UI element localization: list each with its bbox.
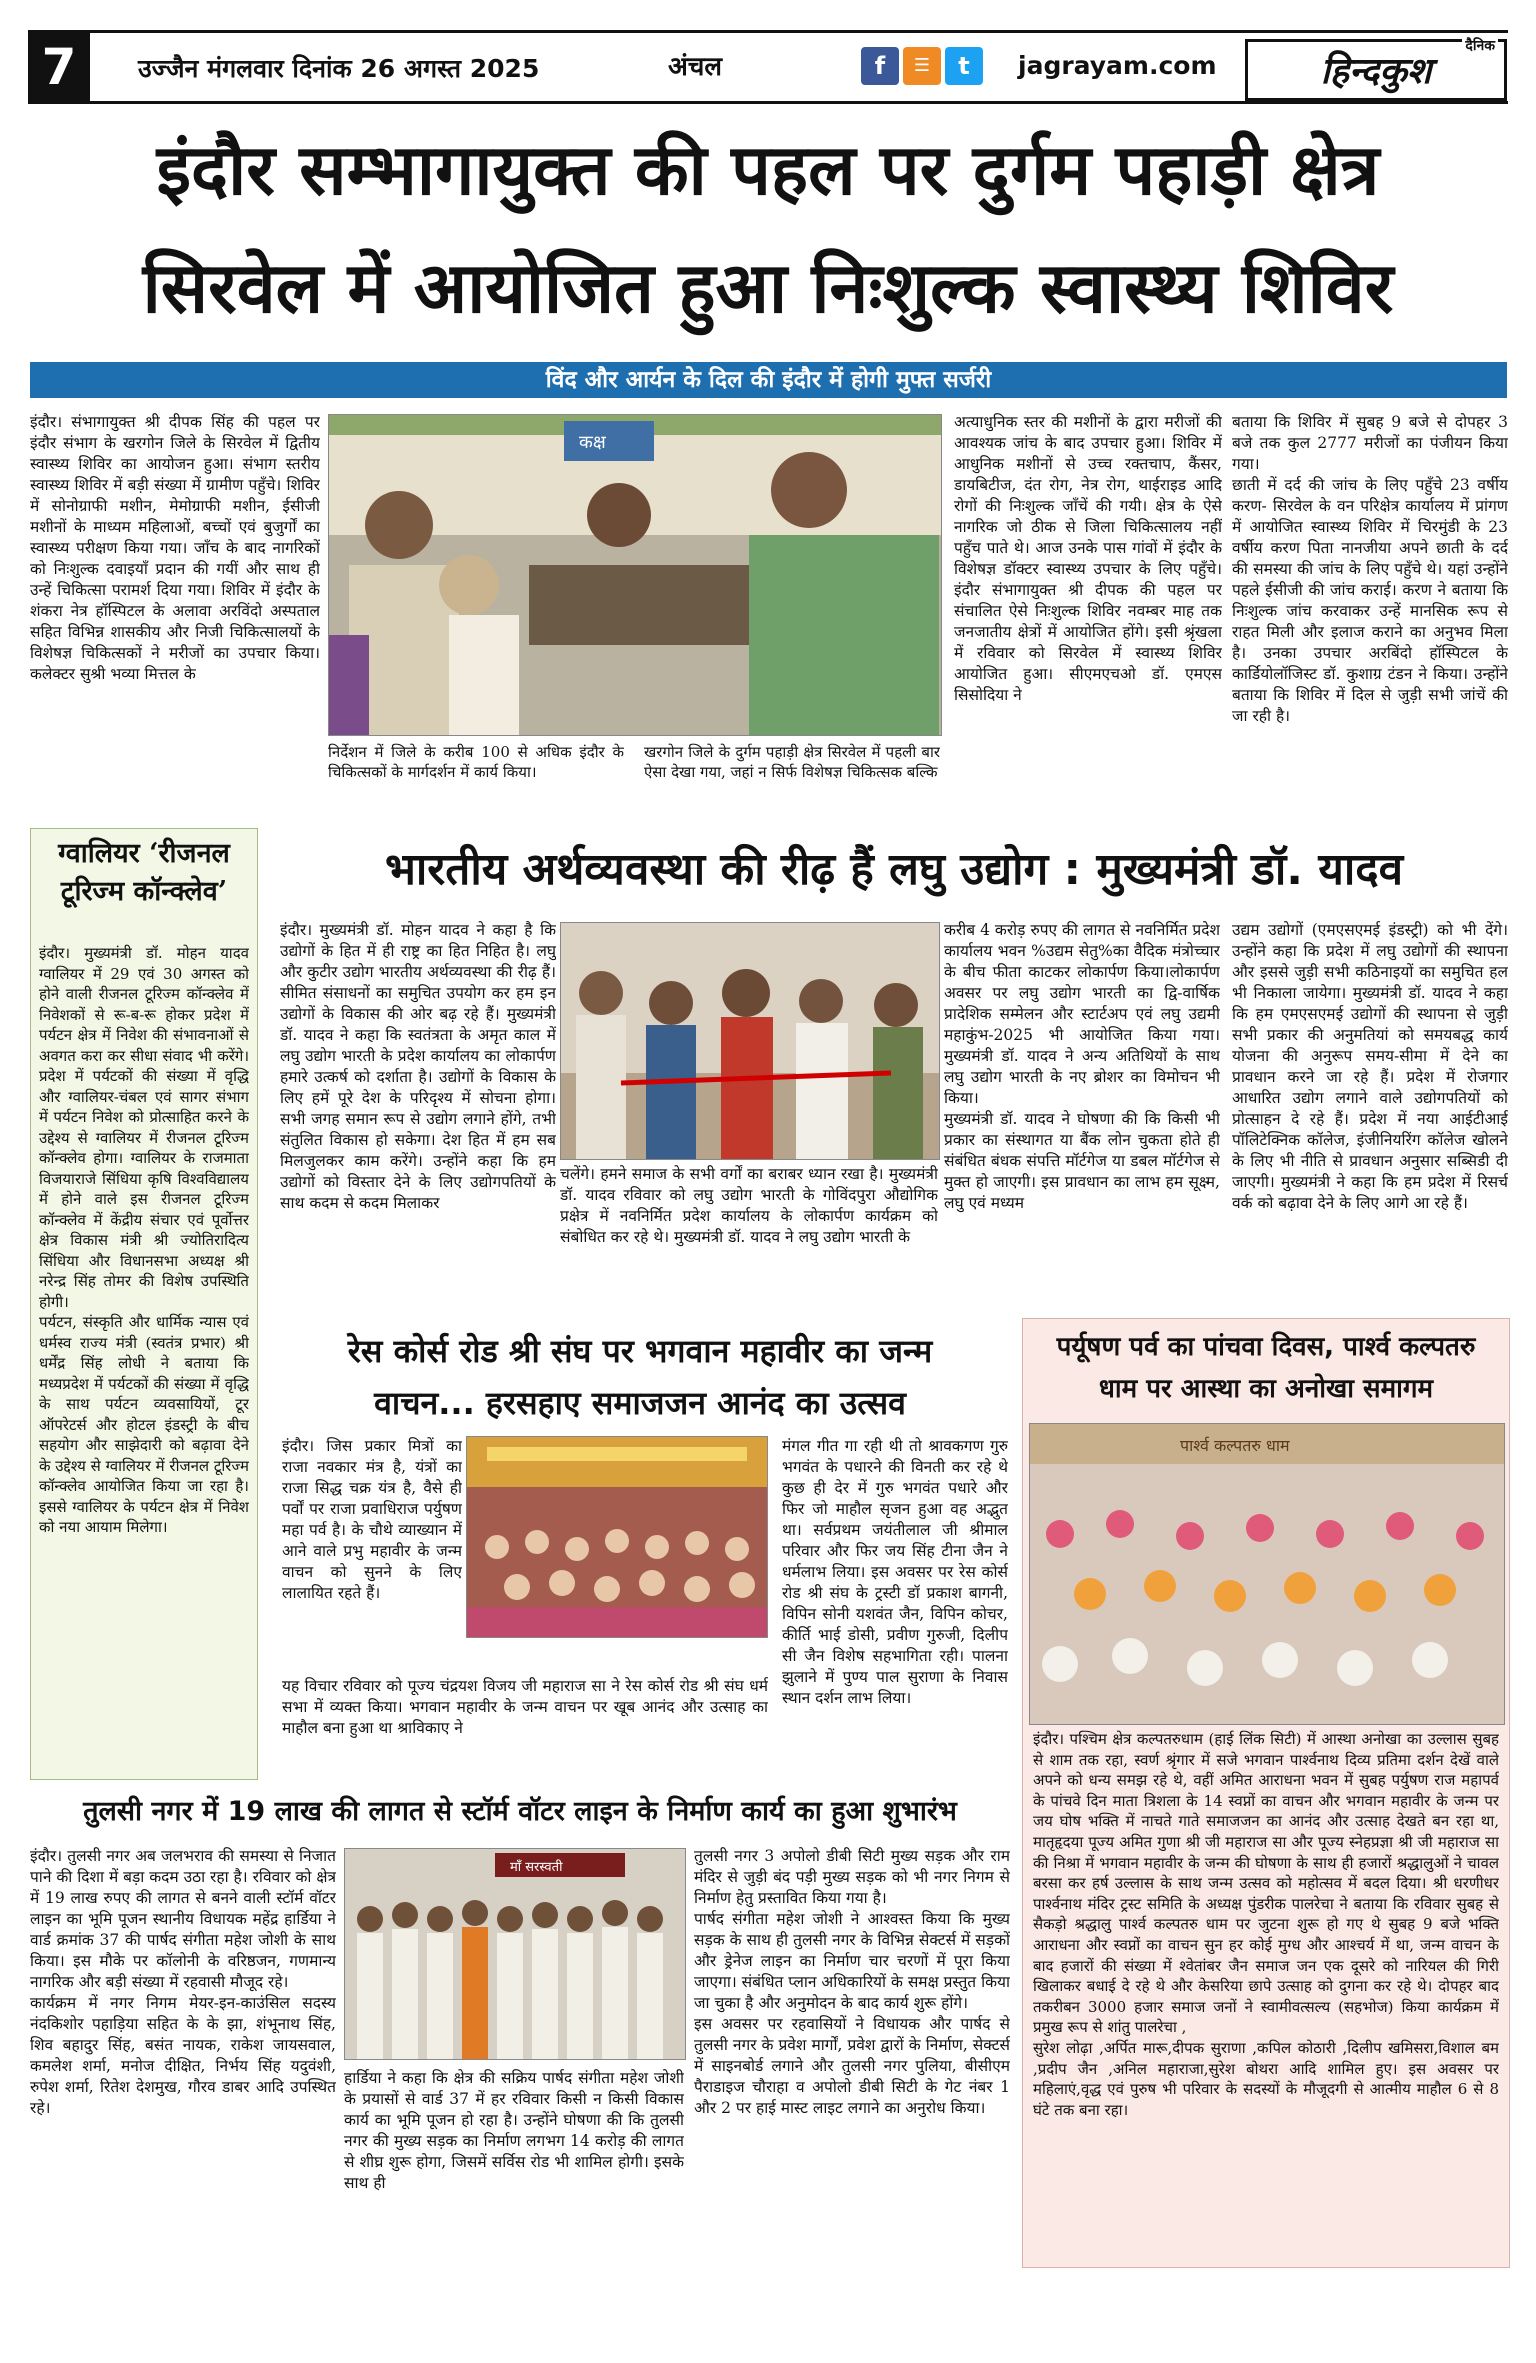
mahavir-col-1b: यह विचार रविवार को पूज्य चंद्रयश विजय जी महाराज सा ने रेस कोर्स रोड श्री संघ धर्म सभा में व्यक्त किया। भगवान महावीर के जन्म वाचन पर खूब आनंद और उत्साह का माहौल बना हुआ था श्राविकाए ने bbox=[282, 1677, 768, 1737]
msme-inauguration-photo bbox=[560, 922, 940, 1160]
lead-col-5: बताया कि शिविर में सुबह 9 बजे से दोपहर 3 बजे तक कुल 2777 मरीजों का पंजीयन किया गया। छाती में दर्द की जांच के लिए पहुँचे 23 वर्षीय करण- सिरवेल के वन परिक्षेत्र कार्यालय में प्रांगण में आयोजित स्वास्थ्य शिविर में चिरमुंडी के 23 वर्षीय करण पिता नानजीया अपने छाती के दर्द की समस्या की जांच के लिए पहुँचे थे। यहां उन्होंने पहले ईसीजी की जांच कराई। करण ने बताया कि निःशुल्क जांच करवाकर उन्हें मानसिक रूप से राहत मिली और इलाज कराने का अनुभव मिला है। उनका उपचार अरबिंदो हॉस्पिटल के कार्डियोलॉजिस्ट डॉ. कुशाग्र टंडन ने किया। उन्होंने बताया कि शिविर में दिल से जुड़ी सभी जांचें की जा रही है। bbox=[1232, 413, 1508, 725]
edition-name: अंचल bbox=[668, 52, 723, 82]
health-camp-illustration bbox=[329, 415, 941, 735]
page-number: 7 bbox=[28, 33, 90, 101]
facebook-icon[interactable]: f bbox=[861, 47, 899, 85]
paryushan-crowd-photo bbox=[1029, 1423, 1505, 1725]
paryushan-body: इंदौर। पश्चिम क्षेत्र कल्पतरुधाम (हाई लिंक सिटी) में आस्था अनोखा का उल्लास सुबह से शाम तक रहा, स्वर्ण श्रृंगार में सजे भगवान पार्श्वनाथ दिव्य प्रतिमा दर्शन देखें वाले अपने को धन्य समझ रहे थे, वहीं अमित आराधना भवन में सुबह पर्युषण राज महापर्व के पांचवे दिन माता त्रिशला के 14 स्वप्नों का वाचन और भगवान महावीर के जन्म पर जय घोष भक्ति में नाचते गाते समाजजन का आनंद और उत्साह देखते बन रहा था, मातृहृदया पूज्य अमित गुणा श्री जी महाराज सा और पूज्य स्नेहप्रज्ञा श्री जी महाराज सा की निश्रा में भगवान महावीर के जन्म की घोषणा के साथ ही हजारों श्रद्धालुओं ने चावल बरसा कर हर्ष उल्लास के साथ जन्म उत्सव को महोत्सव में बदल दिया। श्री धरणीधर पार्श्वनाथ मंदिर ट्रस्ट समिति के अध्यक्ष पुंडरीक पालरेचा ने बताया कि रविवार सुबह से सैकड़ो श्रद्धालु पार्श्व कल्पतरु धाम पर जुटना शुरू हो गए थे सुबह 9 बजे भक्ति आराधना और स्वप्नों का वाचन सुन हर कोई मुग्ध और आश्चर्य में था, जन्म वाचन के बाद हजारों की संख्या में श्वेतांबर जैन समाज जन एक दूसरे को नारियल की गिरी खिलाकर बधाई दे रहे थे और केसरिया छापे उत्साह को दुगना कर रहे थे। दोपहर बाद तकरीबन 3000 हजार समाज जनों ने स्वामीवत्सल्य (सहभोज) किया कार्यक्रम में प्रमुख रूप से शांतु पालरेचा , सुरेश लोढ़ा ,अर्पित मारू,दीपक सुराणा ,कपिल कोठारी ,दिलीप खमिसरा,विशाल बम ,प्रदीप जैन ,अनिल महाराजा,सुरेश बोथरा आदि शामिल हुए। इस अवसर पर महिलाएं,वृद्ध एवं पुरुष भी परिवार के सदस्यों के मौजूदगी से आत्मीय माहौल 6 से 8 घंटे तक बना रहा। bbox=[1033, 1730, 1499, 2119]
date-line: उज्जैन मंगलवार दिनांक 26 अगस्त 2025 bbox=[138, 54, 540, 83]
msme-col-2: चलेंगे। हमने समाज के सभी वर्गों का बराबर ध्यान रखा है। मुख्यमंत्री डॉ. यादव रविवार को लघु उद्योग भारती के गोविंदपुरा औद्योगिक प्रक्षेत्र में नवनिर्मित प्रदेश कार्यालय के लोकार्पण कार्यक्रम को संबोधित कर रहे थे। मुख्यमंत्री डॉ. यादव ने लघु उद्योग भारती के bbox=[560, 1165, 938, 1246]
lead-headline-2: सिरवेल में आयोजित हुआ निःशुल्क स्वास्थ्य शिविर bbox=[142, 247, 1394, 329]
lead-col-2: निर्देशन में जिले के करीब 100 से अधिक इंदौर के चिकित्सकों के मार्गदर्शन में कार्य किया। bbox=[328, 743, 624, 781]
mahavir-headline-1: रेस कोर्स रोड श्री संघ पर भगवान महावीर का जन्म bbox=[347, 1332, 933, 1370]
lead-col-4: अत्याधुनिक स्तर की मशीनों के द्वारा मरीजों की आवश्यक जांच के बाद उपचार हुआ। शिविर में आधुनिक मशीनों से उच्च रक्तचाप, कैंसर, डायबिटीज, दंत रोग, नेत्र रोग, थाईराइड आदि रोगों की निःशुल्क जाँचें की गयी। क्षेत्र के ऐसे नागरिक जो ठीक से जिला चिकित्सालय नहीं पहुँच पाते थे। आज उनके पास गांवों में इंदौर के विशेषज्ञ डॉक्टर स्वास्थ्य उपचार के लिए पहुँचे। इंदौर संभागायुक्त श्री दीपक की पहल पर संचालित ऐसे निःशुल्क शिविर नवम्बर माह तक जनजातीय क्षेत्रों में आयोजित होंगे। इसी श्रृंखला में रविवार को सिरवेल में स्वास्थ्य शिविर आयोजित हुआ। सीएमएचओ डॉ. एमएस सिसोदिया ने bbox=[954, 413, 1222, 704]
paryushan-headline-1: पर्यूषण पर्व का पांचवा दिवस, पार्श्व कल्पतरु bbox=[1056, 1332, 1476, 1362]
msme-col-1: इंदौर। मुख्यमंत्री डॉ. मोहन यादव ने कहा है कि उद्योगों के हित में ही राष्ट्र का हित निहित है। लघु और कुटीर उद्योग भारतीय अर्थव्यवस्था की रीढ़ हैं। सीमित संसाधनों का समुचित उपयोग कर हम इन उद्योगों के विकास की ओर बढ़ रहे हैं। मुख्यमंत्री डॉ. यादव ने कहा कि स्वतंत्रता के अमृत काल में लघु उद्योग भारती के प्रदेश कार्यालय का लोकार्पण हमारे उत्कर्ष को दर्शाता है। उद्योगों के विकास के लिए हमें पूरे देश के परिदृश्य में सोचना होगा। सभी जगह समान रूप से उद्योग लगाने होंगे, तभी संतुलित विकास हो सकेगा। देश हित में हम सब मिलजुलकर काम करेंगे। उन्होंने कहा कि हम उद्योगों को विस्तार देने के लिए उद्योगपतियों के साथ कदम से कदम मिलाकर bbox=[280, 921, 556, 1212]
tulsi-bhoomi-pujan-illustration bbox=[345, 1849, 685, 2059]
paryushan-box bbox=[1022, 1318, 1510, 2268]
gwalior-box bbox=[30, 828, 258, 1780]
paryushan-headline-2: धाम पर आस्था का अनोखा समागम bbox=[1098, 1374, 1434, 1404]
lead-headline-1: इंदौर सम्भागायुक्त की पहल पर दुर्गम पहाड़ी क्षेत्र bbox=[156, 129, 1380, 211]
lead-subhead: विंद और आर्यन के दिल की इंदौर में होगी मुफ्त सर्जरी bbox=[30, 362, 1507, 398]
paryushan-photo-banner: पार्श्व कल्पतरु धाम bbox=[1180, 1436, 1290, 1455]
gwalior-body: इंदौर। मुख्यमंत्री डॉ. मोहन यादव ग्वालियर में 29 एवं 30 अगस्त को होने वाली रीजनल टूरिज्म कॉन्क्लेव में निवेशकों से रू-ब-रू होकर प्रदेश में पर्यटन क्षेत्र में निवेश की संभावनाओं से अवगत करा कर सीधा संवाद भी करेंगे। प्रदेश में पर्यटकों की संख्या में वृद्धि और ग्वालियर-चंबल एवं सागर संभाग में पर्यटन निवेश को प्रोत्साहित करने के उद्देश्य से ग्वालियर में रीजनल टूरिज्म कॉन्क्लेव होगा। ग्वालियर के राजमाता विजयाराजे सिंधिया कृषि विश्वविद्यालय में होने वाले इस रीजनल टूरिज्म कॉन्क्लेव में केंद्रीय संचार एवं पूर्वोत्तर क्षेत्र विकास मंत्री श्री ज्योतिरादित्य सिंधिया और विधानसभा अध्यक्ष श्री नरेन्द्र सिंह तोमर की विशेष उपस्थिति होगी। पर्यटन, संस्कृति और धार्मिक न्यास एवं धर्मस्व राज्य मंत्री (स्वतंत्र प्रभार) श्री धर्मेंद्र सिंह लोधी ने बताया कि मध्यप्रदेश में पर्यटकों की संख्या में वृद्धि के साथ पर्यटन व्यवसायियों, टूर ऑपरेटर्स और होटल इंडस्ट्री के बीच सहयोग और साझेदारी को बढ़ावा देने के उद्देश्य से ग्वालियर में रीजनल टूरिज्म कॉन्क्लेव आयोजित किया जा रहा है। इससे ग्वालियर के पर्यटन क्षेत्र में निवेश को नया आयाम मिलेगा। bbox=[39, 944, 249, 1536]
health-camp-photo bbox=[328, 414, 942, 736]
logo-text: हिन्दकुश bbox=[1320, 50, 1432, 92]
logo-sub: दैनिक bbox=[1462, 36, 1498, 55]
tulsi-col-1: इंदौर। तुलसी नगर अब जलभराव की समस्या से निजात पाने की दिशा में बड़ा कदम उठा रहा है। रविवार को क्षेत्र में 19 लाख रुपए की लागत से बनने वाली स्टॉर्म वॉटर लाइन का भूमि पूजन स्थानीय विधायक महेंद्र हार्डिया ने वार्ड क्रमांक 37 की पार्षद संगीता महेश जोशी के साथ किया। इस मौके पर कॉलोनी के वरिष्ठजन, गणमान्य नागरिक और बड़ी संख्या में रहवासी मौजूद रहे। कार्यक्रम में नगर निगम मेयर-इन-काउंसिल सदस्य नंदकिशोर पहाड़िया सहित के के झा, शंभूनाथ सिंह, शिव बहादुर सिंह, बसंत नायक, राकेश जायसवाल, कमलेश शर्मा, मनोज दीक्षित, निर्भय सिंह यदुवंशी, रुपेश शर्मा, रितेश देशमुख, गौरव डाबर आदि उपस्थित रहे। bbox=[30, 1847, 336, 2117]
masthead bbox=[28, 30, 1508, 104]
mahavir-headline-2: वाचन... हरसहाए समाजजन आनंद का उत्सव bbox=[374, 1384, 906, 1422]
msme-headline: भारतीय अर्थव्यवस्था की रीढ़ हैं लघु उद्योग : मुख्यमंत्री डॉ. यादव bbox=[384, 844, 1404, 895]
twitter-icon[interactable]: t bbox=[945, 47, 983, 85]
lead-col-1: इंदौर। संभागायुक्त श्री दीपक सिंह की पहल पर इंदौर संभाग के खरगोन जिले के सिरवेल में द्वितीय स्वास्थ्य शिविर का आयोजन हुआ। संभाग स्तरीय स्वास्थ्य शिविर में बड़ी संख्या में ग्रामीण पहुँचे। शिविर में सोनोग्राफी मशीन, मेमोग्राफी मशीन, ईसीजी मशीनों के माध्यम महिलाओं, बच्चों एवं बुजुर्गों का स्वास्थ्य परीक्षण किया गया। जाँच के बाद नागरिकों को निःशुल्क दवाइयाँ प्रदान की गयीं और साथ ही उन्हें चिकित्सा परामर्श दिया गया। शिविर में इंदौर के शंकरा नेत्र हॉस्पिटल के अलावा अरविंदो अस्पताल सहित विभिन्न शासकीय और निजी चिकित्सालयों के विशेषज्ञ चिकित्सकों ने मरीजों का उपचार किया। कलेक्टर सुश्री भव्या मित्तल के bbox=[30, 413, 320, 683]
newspaper-logo bbox=[1245, 39, 1507, 101]
tulsi-bhoomi-pujan-photo bbox=[344, 1848, 686, 2060]
msme-col-4: उद्यम उद्योगों (एमएसएमई इंडस्ट्री) को भी देंगे। उन्होंने कहा कि प्रदेश में लघु उद्योगों की स्थापना और इससे जुड़ी सभी कठिनाइयों का समुचित हल भी निकाला जायेगा। मुख्यमंत्री डॉ. यादव ने कहा कि हम एमएसएमई उद्योगों की स्थापना से जुड़ी सभी प्रकार की अनुमतियां को समयबद्ध कार्य योजना की अनुरूप समय-सीमा में देने का प्रावधान करने जा रहे हैं। प्रदेश में रोजगार आधारित उद्योग लगाने वाले उद्योगपतियों को प्रोत्साहन दे रहे हैं। प्रदेश में नया आईटीआई पॉलिटेक्निक कॉलेज, इंजीनियरिंग कॉलेज खोलने के लिए भी नीति से प्रावधान अनुसार सब्सिडी दी जाएगी। मुख्यमंत्री ने कहा कि हम प्रदेश में रिसर्च वर्क को बढ़ावा देने के लिए आगे आ रहे हैं। bbox=[1232, 921, 1508, 1212]
rss-icon[interactable]: ☰ bbox=[903, 47, 941, 85]
mahavir-assembly-photo bbox=[466, 1436, 768, 1638]
tulsi-headline: तुलसी नगर में 19 लाख की लागत से स्टॉर्म वॉटर लाइन के निर्माण कार्य का हुआ शुभारंभ bbox=[83, 1796, 957, 1827]
website-link[interactable]: jagrayam.com bbox=[1018, 51, 1217, 80]
mahavir-col-1: इंदौर। जिस प्रकार मित्रों का राजा नवकार मंत्र है, यंत्रों का राजा सिद्ध चक्र यंत्र है, वैसे ही पर्वों पर राजा प्रवाधिराज पर्युषण महा पर्व है। के चौथे व्याख्यान में आने वाले प्रभु महावीर के जन्म वाचन को सुनने के लिए लालायित रहते हैं। bbox=[282, 1437, 462, 1602]
lead-col-3: खरगोन जिले के दुर्गम पहाड़ी क्षेत्र सिरवेल में पहली बार ऐसा देखा गया, जहां न सिर्फ विशेषज्ञ चिकित्सक बल्कि bbox=[644, 743, 940, 781]
mahavir-assembly-illustration bbox=[467, 1437, 767, 1637]
camp-room-sign: कक्ष bbox=[579, 432, 606, 453]
tulsi-photo-banner: माँ सरस्वती bbox=[510, 1860, 563, 1875]
gwalior-title: ग्वालियर ‘रीजनल टूरिज्म कॉन्क्लेव’ bbox=[58, 838, 230, 907]
msme-inauguration-illustration bbox=[561, 923, 939, 1159]
paryushan-crowd-illustration bbox=[1030, 1424, 1504, 1724]
tulsi-col-3: तुलसी नगर 3 अपोलो डीबी सिटी मुख्य सड़क और राम मंदिर से जुड़ी बंद पड़ी मुख्य सड़क को भी नगर निगम से निर्माण हेतु प्रस्तावित किया गया है। पार्षद संगीता महेश जोशी ने आश्वस्त किया कि मुख्य सड़क के साथ ही तुलसी नगर के विभिन्न सेक्टर्स में सड़कों और ड्रेनेज लाइन का निर्माण चार चरणों में पूरा किया जाएगा। संबंधित प्लान अधिकारियों के समक्ष प्रस्तुत किया जा चुका है और अनुमोदन के बाद कार्य शुरू होंगे। इस अवसर पर रहवासियों ने विधायक और पार्षद से तुलसी नगर के प्रवेश मार्गों, प्रवेश द्वारों के निर्माण, सेक्टर्स में साइनबोर्ड लगाने और तुलसी नगर पुलिया, बीसीएम पैराडाइज चौराहा व अपोलो डीबी सिटी के गेट नंबर 1 और 2 पर हाई मास्ट लाइट लगाने का अनुरोध किया। bbox=[694, 1847, 1010, 2117]
mahavir-col-3: मंगल गीत गा रही थी तो श्रावकगण गुरु भगवंत के पधारने की विनती कर रहे थे कुछ ही देर में गुरु भगवंत पधारे और फिर जो माहौल सृजन हुआ वह अद्भुत था। सर्वप्रथम जयंतीलाल जी श्रीमाल परिवार और फिर जय सिंह टीना जैन ने धर्मलाभ लिया। इस अवसर पर रेस कोर्स रोड श्री संघ के ट्रस्टी डॉ प्रकाश बागनी, विपिन सोनी यशवंत जैन, विपिन कोचर, कीर्ति भाई डोसी, प्रवीण गुरुजी, दिलीप सी जैन विशेष सहभागिता रही। पालना झुलाने में पुण्य पाल सुराणा के निवास स्थान दर्शन लाभ लिया। bbox=[782, 1437, 1008, 1707]
msme-col-3: करीब 4 करोड़ रुपए की लागत से नवनिर्मित प्रदेश कार्यालय भवन %उद्यम सेतु%का वैदिक मंत्रोच्चार के बीच फीता काटकर लोकार्पण किया।लोकार्पण अवसर पर लघु उद्योग भारती का द्वि-वार्षिक प्रादेशिक सम्मेलन और स्टार्टअप एवं लघु उद्यमी महाकुंभ-2025 भी आयोजित किया गया। मुख्यमंत्री डॉ. यादव ने अन्य अतिथियों के साथ लघु उद्योग भारती के नए ब्रोशर का विमोचन भी किया। मुख्यमंत्री डॉ. यादव ने घोषणा की कि किसी भी प्रकार का संस्थागत या बैंक लोन चुकता होते ही संबंधित बंधक संपत्ति मॉर्टगेज या डबल मॉर्टगेज से मुक्त हो जाएगी। इस प्रावधान का लाभ हम सूक्ष्म, लघु एवं मध्यम bbox=[944, 921, 1220, 1212]
tulsi-col-2: हार्डिया ने कहा कि क्षेत्र की सक्रिय पार्षद संगीता महेश जोशी के प्रयासों से वार्ड 37 में हर रविवार किसी न किसी विकास कार्य का भूमि पूजन हो रहा है। उन्होंने घोषणा की कि तुलसी नगर की मुख्य सड़क का निर्माण लगभग 14 करोड़ की लागत से शीघ्र शुरू होगा, जिसमें सर्विस रोड भी शामिल होगी। इसके साथ ही bbox=[344, 2069, 684, 2192]
